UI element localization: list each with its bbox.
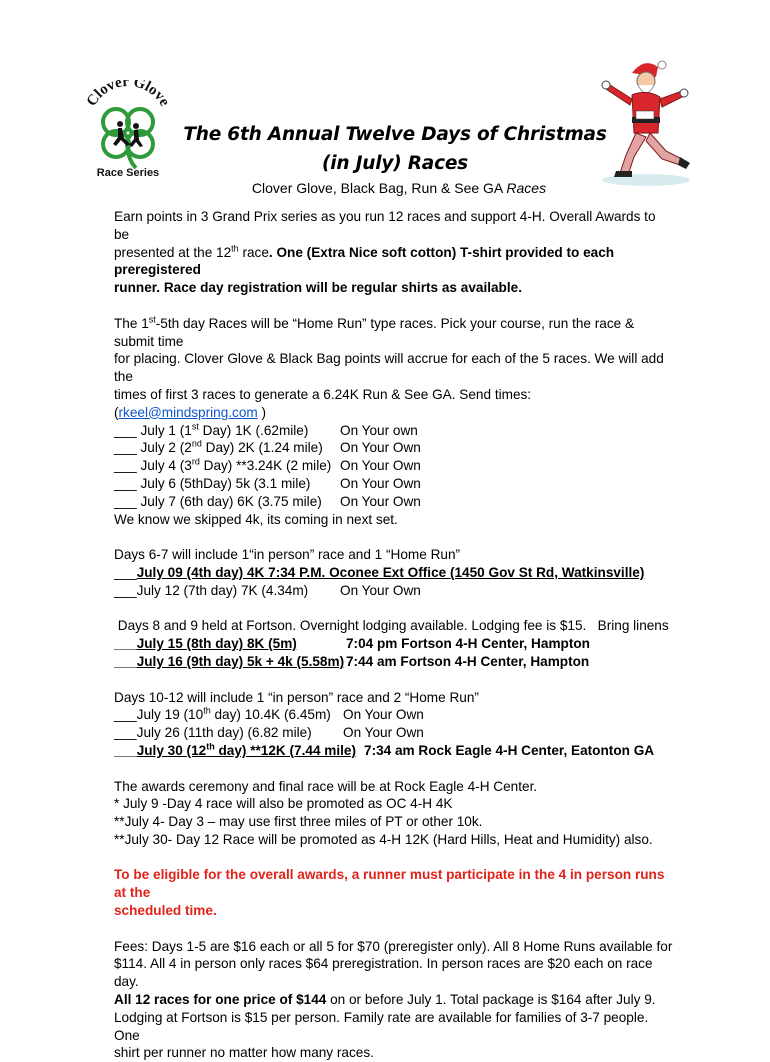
- document-body: [114, 208, 674, 1062]
- email-link[interactable]: rkeel@mindspring.com: [118, 404, 258, 420]
- home-run-text: for placing. Clover Glove & Black Bag points will accrue for each of the 5 races. We will add the: [114, 351, 664, 385]
- awards-line: **July 30- Day 12 Race will be promoted as 4-H 12K (Hard Hills, Heat and Humidity) also.: [114, 831, 653, 847]
- race-row: ___July 19 (10th day) 10.4K (6.45m) On Your Own: [114, 705, 424, 723]
- race-row: ___ July 6 (5thDay) 5k (3.1 mile) On Your Own: [114, 475, 421, 491]
- subtitle: Clover Glove, Black Bag, Run & See GA Races: [251, 180, 547, 196]
- race-row: ___ July 7 (6th day) 6K (3.75 mile) On Your Own: [114, 493, 421, 509]
- eligibility-notice: scheduled time.: [114, 903, 217, 919]
- page-title-line2: (in July) Races: [321, 153, 468, 174]
- race-row: ___July 09 (4th day) 4K 7:34 P.M. Oconee Ext Office (1450 Gov St Rd, Watkinsville): [114, 564, 645, 580]
- race-row: ___ July 1 (1st Day) 1K (.62mile) On Your own: [114, 421, 418, 438]
- home-run-note: We know we skipped 4k, its coming in next set.: [114, 511, 398, 527]
- race-row: ___July 30 (12th day) **12K (7.44 mile) 7:34 am Rock Eagle 4-H Center, Eatonton GA: [114, 741, 655, 758]
- race-row: ___ July 4 (3rd Day) **3.24K (2 mile) On Your Own: [114, 456, 421, 474]
- fees-line: All 12 races for one price of $144 on or before July 1. Total package is $164 after July 9.: [114, 992, 656, 1008]
- fees-line: shirt per runner no matter how many races.: [114, 1045, 374, 1061]
- race-row: ___July 15 (8th day) 8K (5m) 7:04 pm Fortson 4-H Center, Hampton: [114, 636, 590, 652]
- race-row: ___July 26 (11th day) (6.82 mile) On Your Own: [114, 725, 424, 741]
- logo-bottom-text: Race Series: [96, 167, 160, 179]
- race-row: ___July 12 (7th day) 7K (4.34m) On Your Own: [114, 582, 421, 598]
- fees-line: Lodging at Fortson is $15 per person. Family rate are available for families of 3-7 people. One: [114, 1009, 649, 1043]
- race-row: ___July 16 (9th day) 5k + 4k (5.58m) 7:44 am Fortson 4-H Center, Hampton: [114, 653, 590, 669]
- eligibility-notice: To be eligible for the overall awards, a runner must participate in the 4 in person runs at the: [114, 867, 665, 901]
- awards-line: The awards ceremony and final race will be at Rock Eagle 4-H Center.: [114, 778, 538, 794]
- intro-line: Earn points in 3 Grand Prix series as you run 12 races and support 4-H. Overall Awards to be: [114, 209, 656, 242]
- intro-line: presented at the 12th race. One (Extra Nice soft cotton) T-shirt provided to each preregistered: [114, 243, 615, 278]
- days-8-9-intro: Days 8 and 9 held at Fortson. Overnight lodging available. Lodging fee is $15. Bring linens: [114, 618, 669, 634]
- days-10-12-intro: Days 10-12 will include 1 “in person” race and 2 “Home Run”: [114, 689, 479, 705]
- page-title: The 6th Annual Twelve Days of Christmas: [183, 124, 607, 145]
- fees-line: $114. All 4 in person only races $64 preregistration. In person races are $20 each on race day.: [114, 956, 653, 990]
- home-run-text: The 1st-5th day Races will be “Home Run” type races. Pick your course, run the race & submit time: [114, 314, 635, 349]
- svg-text:Clover Glove: [84, 80, 173, 109]
- fees-line: Fees: Days 1-5 are $16 each or all 5 for $70 (preregister only). All 8 Home Runs available for: [114, 938, 673, 954]
- awards-line: * July 9 -Day 4 race will also be promoted as OC 4-H 4K: [114, 796, 453, 812]
- days-6-7-intro: Days 6-7 will include 1“in person” race and 1 “Home Run”: [114, 547, 461, 563]
- race-row: ___ July 2 (2nd Day) 2K (1.24 mile) On Your Own: [114, 438, 421, 456]
- awards-line: **July 4- Day 3 – may use first three miles of PT or other 10k.: [114, 814, 483, 830]
- home-run-text: times of first 3 races to generate a 6.24K Run & See GA. Send times: (rkeel@mindspring.com ): [114, 386, 532, 420]
- logo-arc-text: Clover Glove: [83, 80, 173, 110]
- intro-line: runner. Race day registration will be regular shirts as available.: [114, 280, 522, 296]
